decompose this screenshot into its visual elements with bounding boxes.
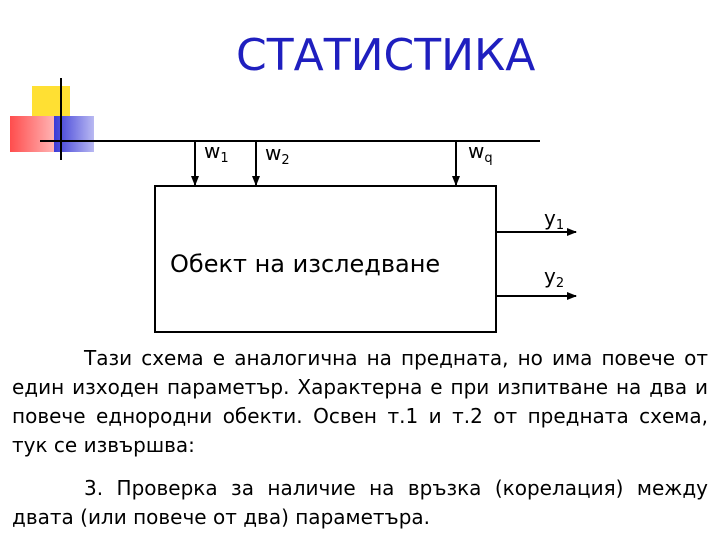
output-label-y2-sub: 2 (555, 276, 565, 291)
paragraph-1-text: Тази схема е аналогична на предната, но има повече от един изходен параметър. Характерна е при изпитване на два и повече еднородни обекти. Освен т.1 и т.2 от предната схема, тук се извършва: (12, 346, 708, 457)
input-label-wq-sub: q (484, 151, 493, 166)
paragraph-1 (12, 344, 708, 460)
input-label-w1 (204, 139, 229, 166)
input-label-w2-sub: 2 (281, 153, 290, 168)
output-label-y1-base: y (544, 206, 556, 230)
output-label-y2-base: y (544, 264, 556, 288)
input-label-w2 (265, 141, 290, 168)
output-label-y1 (544, 206, 564, 233)
input-label-w1-sub: 1 (220, 151, 229, 166)
output-label-y1-sub: 1 (555, 218, 565, 233)
input-label-w2-base: w (265, 141, 282, 165)
input-label-wq-base: w (468, 139, 485, 163)
output-label-y2 (544, 264, 564, 291)
paragraph-2 (12, 474, 708, 532)
input-label-w1-base: w (204, 139, 221, 163)
input-label-wq (468, 139, 493, 166)
object-label: Обект на изследване (170, 250, 441, 278)
slide-title: СТАТИСТИКА (236, 30, 536, 81)
paragraph-2-text: 3. Проверка за наличие на връзка (корелация) между двата (или повече от два) параметъра. (12, 476, 708, 529)
